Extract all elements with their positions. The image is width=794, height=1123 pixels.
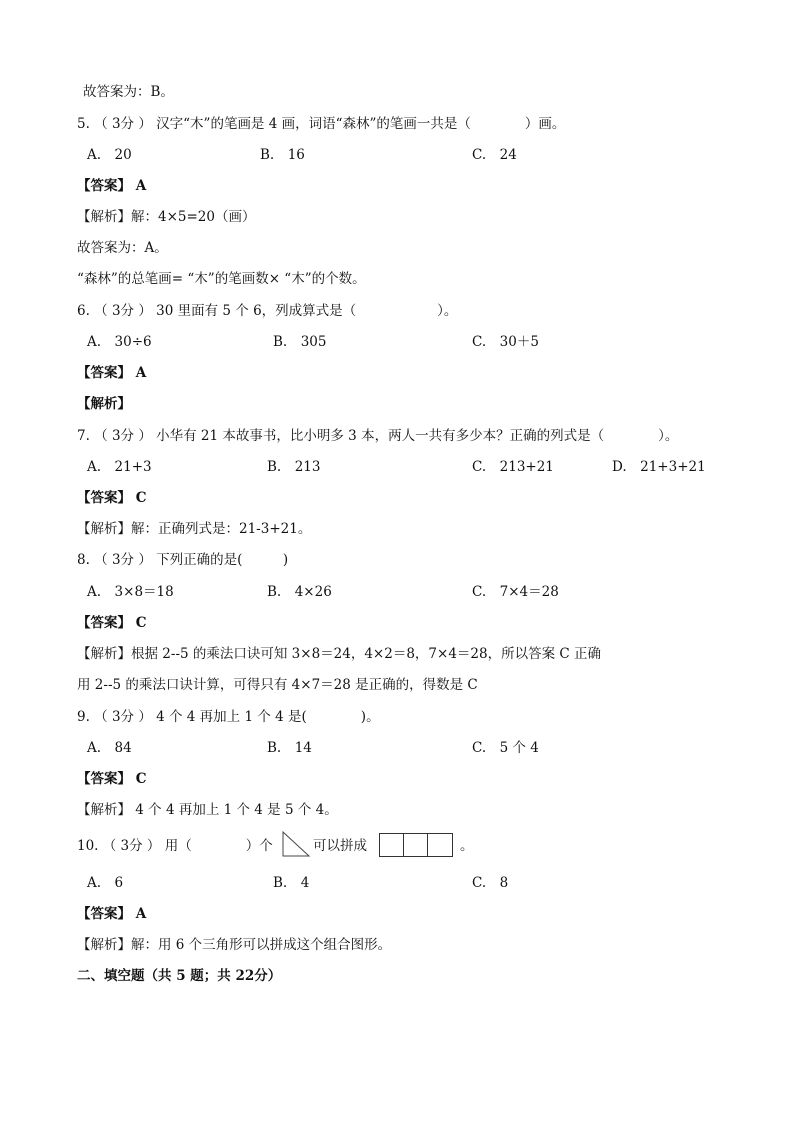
q9-option-a: A. 84: [87, 740, 132, 756]
q7-option-d: D. 21+3+21: [612, 459, 706, 475]
square-cell: [404, 834, 428, 856]
q5-analysis-1: 【解析】解：4×5=20（画）: [77, 209, 256, 225]
question-7-stem: 7. （ 3分 ） 小华有 21 本故事书，比小明多 3 本，两人一共有多少本？正确的列式是（ ）。: [77, 428, 679, 444]
q10-analysis-1: 【解析】解：用 6 个三角形可以拼成这个组合图形。: [77, 937, 392, 953]
q8-option-a: A. 3×8＝18: [87, 584, 174, 600]
section-heading: 二、填空题（共 5 题；共 22分）: [77, 968, 282, 984]
top-answer-line: 故答案为：B。: [83, 84, 174, 100]
q8-option-c: C. 7×4＝28: [472, 584, 559, 600]
question-10-stem-middle: 可以拼成: [313, 838, 367, 854]
q9-option-c: C. 5 个 4: [472, 740, 539, 756]
three-square-strip-figure: [379, 833, 453, 857]
q6-option-b: B. 305: [273, 334, 327, 350]
question-10-stem-after: 。: [460, 838, 474, 854]
q9-option-b: B. 14: [267, 740, 312, 756]
q8-analysis-2: 用 2--5 的乘法口诀计算，可得只有 4×7＝28 是正确的，得数是 C: [77, 677, 478, 693]
q6-option-c: C. 30＋5: [472, 334, 539, 350]
square-cell: [428, 834, 452, 856]
question-5-stem: 5. （ 3分 ） 汉字“木”的笔画是 4 画，词语“森林”的笔画一共是（ ）画。: [77, 116, 566, 132]
square-cell: [380, 834, 404, 856]
q5-analysis-3: “森林”的总笔画= “木”的笔画数× “木”的个数。: [77, 271, 366, 287]
q10-option-a: A. 6: [87, 875, 124, 891]
q8-analysis-1: 【解析】根据 2--5 的乘法口诀可知 3×8＝24，4×2＝8，7×4＝28，所以答案 C 正确: [77, 646, 602, 662]
q5-option-b: B. 16: [260, 147, 305, 163]
question-8-stem: 8. （ 3分 ） 下列正确的是( ): [77, 552, 289, 568]
q5-analysis-2: 故答案为：A。: [77, 240, 168, 256]
q10-answer: 【答案】 A: [77, 906, 147, 922]
q8-option-b: B. 4×26: [267, 584, 332, 600]
q7-analysis-1: 【解析】解：正确列式是：21-3+21。: [77, 521, 312, 537]
question-10-stem-before: 10. （ 3分 ） 用（ ）个: [77, 838, 273, 854]
q10-option-c: C. 8: [472, 875, 509, 891]
right-triangle-figure: [281, 830, 311, 858]
question-9-stem: 9. （ 3分 ） 4 个 4 再加上 1 个 4 是( )。: [77, 709, 380, 725]
question-6-stem: 6. （ 3分 ） 30 里面有 5 个 6，列成算式是（ ）。: [77, 303, 458, 319]
q7-answer: 【答案】 C: [77, 490, 147, 506]
q5-option-c: C. 24: [472, 147, 517, 163]
q5-answer: 【答案】 A: [77, 178, 147, 194]
q7-option-a: A. 21+3: [87, 459, 152, 475]
q7-option-c: C. 213+21: [472, 459, 554, 475]
q6-answer: 【答案】 A: [77, 365, 147, 381]
q7-option-b: B. 213: [267, 459, 321, 475]
q6-analysis-1: 【解析】: [77, 396, 131, 412]
q8-answer: 【答案】 C: [77, 615, 147, 631]
q6-option-a: A. 30÷6: [87, 334, 152, 350]
q9-answer: 【答案】 C: [77, 771, 147, 787]
q9-analysis-1: 【解析】 4 个 4 再加上 1 个 4 是 5 个 4。: [77, 802, 338, 818]
q10-option-b: B. 4: [273, 875, 310, 891]
q5-option-a: A. 20: [87, 147, 132, 163]
